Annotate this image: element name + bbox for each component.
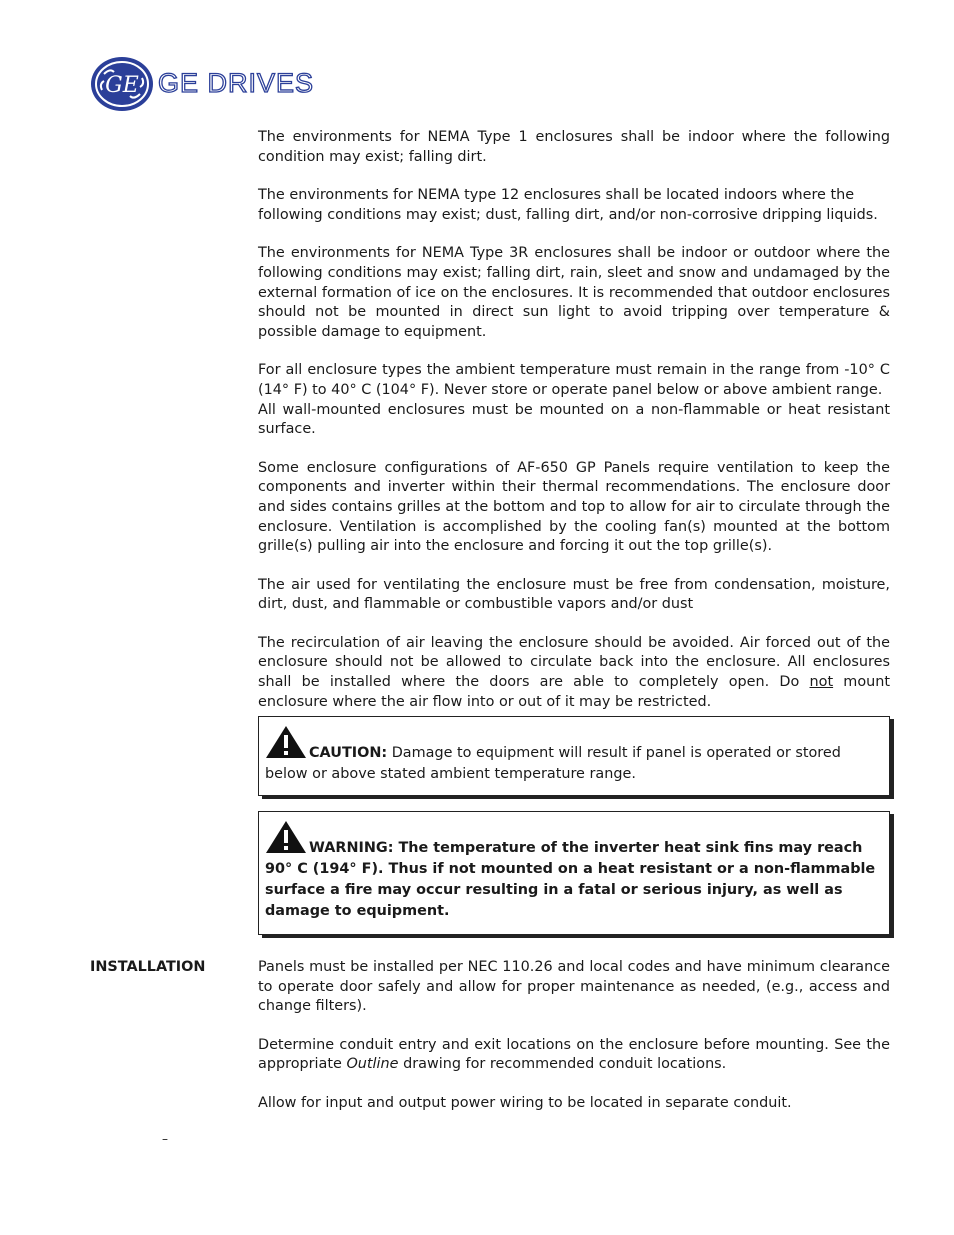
wall-mount-text: All wall-mounted enclosures must be mounted on a non-flammable or heat resistant surface. [258,401,890,438]
warning-box [258,811,890,935]
conduit-location-paragraph [258,1036,890,1075]
page-header [90,56,350,112]
caution-message [265,725,883,784]
ambient-temperature-text: For all enclosure types the ambient temperature must remain in the range from -10° C (14° F) to 40° C (104° F). Never store or operate panel below or above ambient range. [258,362,890,398]
nema-type-3r-paragraph: The environments for NEMA Type 3R enclosures shall be indoor or outdoor where the following conditions may exist; falling dirt, rain, sleet and snow and undamaged by the external formation of ice on the enclosures. It is recommended that outdoor enclosures should not be mounted in direct sun light to avoid tripping over temperature & possible damage to equipment. [258,245,890,340]
installation-clearance-paragraph: Panels must be installed per NEC 110.26 and local codes and have minimum clearance to operate door safely and allow for proper maintenance as needed, (e.g., access and change filters). [258,959,890,1015]
nema-type-12-paragraph: The environments for NEMA type 12 enclosures shall be located indoors where the following conditions may exist; dust, falling dirt, and/or non-corrosive dripping liquids. [258,187,878,223]
recirculation-text-start: The recirculation of air leaving the enclosure should be avoided. Air forced out of the enclosure should not be allowed to circulate back into the enclosure. All enclosures shall be installed where the doors are able to completely open. Do [258,634,890,691]
recirculation-paragraph [258,634,890,712]
caution-text: Damage to equipment will result if panel is operated or stored below or above stated ambient temperature range. [265,745,841,782]
caution-box [258,716,890,796]
conduit-text-start: Determine conduit entry and exit locations on the enclosure before mounting. See the appropriate [258,1036,890,1073]
warning-triangle-icon [265,820,307,854]
recirculation-underlined-word: not [809,674,834,691]
installation-section [258,958,890,1133]
caution-label: CAUTION: [309,745,388,762]
air-quality-paragraph: The air used for ventilating the enclosure must be free from condensation, moisture, dirt, dust, and flammable or combustible vapors and/or dust [258,576,890,613]
warning-text: WARNING: The temperature of the inverter heat sink fins may reach 90° C (194° F). Thus if not mounted on a heat resistant or a non-flammable surface a fire may occur resulting in a fatal or serious injury, as well as damage to equipment. [265,840,876,920]
footer-mark: – [162,1132,168,1146]
ge-monogram: GE [105,73,139,98]
recirculation-text-end: mount enclosure where the air flow into or out of it may be restricted. [258,674,891,710]
warning-triangle-icon [265,725,307,759]
ambient-temperature-paragraph [258,361,890,439]
ge-logo-seal [90,56,154,112]
main-content [258,128,890,950]
warning-message [265,820,883,922]
brand-name: GE DRIVES [158,68,315,98]
conduit-text-end: drawing for recommended conduit locations. [398,1056,727,1073]
nema-type-1-paragraph: The environments for NEMA Type 1 enclosures shall be indoor where the following condition may exist; falling dirt. [258,129,890,165]
separate-conduit-paragraph: Allow for input and output power wiring to be located in separate conduit. [258,1094,792,1111]
installation-heading: INSTALLATION [90,959,206,975]
outline-drawing-term: Outline [346,1056,399,1073]
ventilation-paragraph: Some enclosure configurations of AF-650 GP Panels require ventilation to keep the components and inverter within their thermal recommendations. The enclosure door and sides contains grilles at the bottom and top to allow for air to circulate through the enclosure. Ventilation is accomplished by the cooling fan(s) mounted at the bottom grille(s) pulling air into the enclosure and forcing it out the top grille(s). [258,459,890,555]
